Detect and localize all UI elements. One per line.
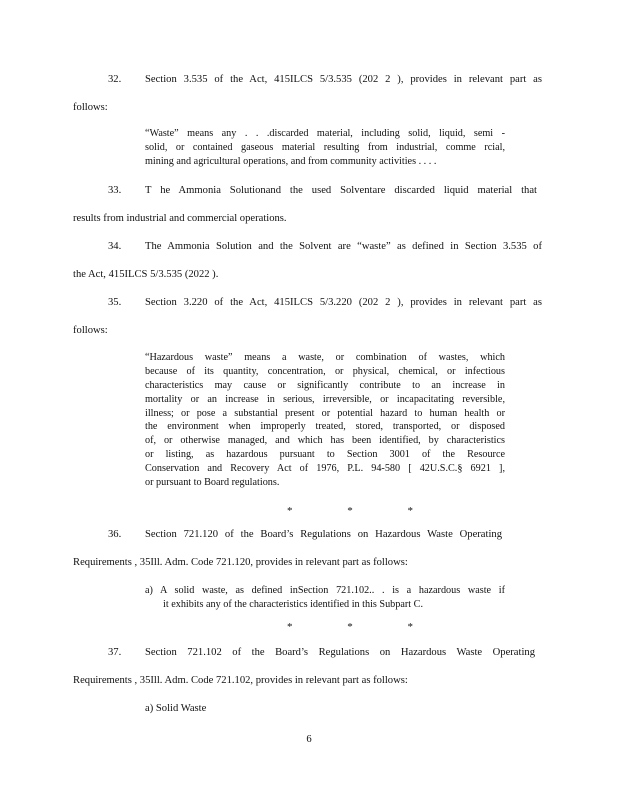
paragraph-number: 33. bbox=[108, 185, 122, 196]
quote-line: solid, or contained gaseous material resulting from industrial, comme rcial, bbox=[145, 141, 505, 153]
paragraph-text: Section 3.535 of the Act, 415ILCS 5/3.535 (202 2 ), provides in relevant part as bbox=[145, 74, 542, 85]
item-line: it exhibits any of the characteristics identified in this Subpart C. bbox=[163, 598, 424, 610]
paragraph-text: Section 3.220 of the Act, 415ILCS 5/3.220 (202 2 ), provides in relevant part as bbox=[145, 297, 542, 308]
block-quote-hazardous-waste bbox=[145, 351, 505, 490]
paragraph-text: The Ammonia Solution and the Solvent are “waste” as defined in Section 3.535 of bbox=[145, 241, 542, 252]
paragraph-text: follows: bbox=[73, 325, 108, 336]
paragraph-number: 37. bbox=[108, 647, 122, 658]
quote-line: illness; or pose a substantial present or potential hazard to human health or bbox=[145, 407, 505, 419]
paragraph-text: Section 721.102 of the Board’s Regulations on Hazardous Waste Operating bbox=[145, 647, 535, 658]
paragraph-number: 34. bbox=[108, 241, 122, 252]
section-break-stars: * * * bbox=[287, 621, 439, 633]
paragraph-number: 36. bbox=[108, 529, 122, 540]
quote-line: characteristics may cause or significantly contribute to an increase in bbox=[145, 379, 505, 391]
paragraph-number: 35. bbox=[108, 297, 122, 308]
quote-line: or pursuant to Board regulations. bbox=[145, 477, 280, 489]
quote-line: “Waste” means any . . .discarded material, including solid, liquid, semi - bbox=[145, 128, 505, 139]
paragraph-text: results from industrial and commercial operations. bbox=[73, 213, 287, 224]
paragraph-number: 32. bbox=[108, 74, 122, 85]
quote-line: or listing, as hazardous pursuant to Section 3001 of the Resource bbox=[145, 449, 505, 461]
quote-line: of, or otherwise managed, and which has been identified, by characteristics bbox=[145, 435, 505, 447]
subsection-item bbox=[145, 584, 505, 612]
quote-line: mining and agricultural operations, and from community activities . . . . bbox=[145, 155, 437, 167]
paragraph-text: follows: bbox=[73, 102, 108, 113]
quote-line: Conservation and Recovery Act of 1976, P.L. 94-580 [ 42U.S.C.§ 6921 ], bbox=[145, 463, 505, 475]
page-number: 6 bbox=[306, 734, 312, 745]
quote-line: because of its quantity, concentration, or physical, chemical, or infectious bbox=[145, 365, 505, 377]
quote-line: “Hazardous waste” means a waste, or combination of wastes, which bbox=[145, 352, 505, 363]
paragraph-text: Section 721.120 of the Board’s Regulations on Hazardous Waste Operating bbox=[145, 529, 502, 540]
quote-line: mortality or an increase in serious, irreversible, or incapacitating reversible, bbox=[145, 393, 505, 405]
quote-line: the environment when improperly treated, stored, transported, or disposed bbox=[145, 421, 505, 433]
block-quote-waste bbox=[145, 127, 505, 169]
subsection-item: a) Solid Waste bbox=[145, 703, 207, 714]
section-break-stars: * * * bbox=[287, 505, 439, 517]
paragraph-text: Requirements , 35Ill. Adm. Code 721.120, provides in relevant part as follows: bbox=[73, 557, 408, 568]
paragraph-text: the Act, 415ILCS 5/3.535 (2022 ). bbox=[73, 269, 219, 280]
paragraph-text: Requirements , 35Ill. Adm. Code 721.102, provides in relevant part as follows: bbox=[73, 675, 408, 686]
paragraph-text: T he Ammonia Solutionand the used Solventare discarded liquid material that bbox=[145, 185, 537, 196]
item-line: a) A solid waste, as defined inSection 721.102.. . is a hazardous waste if bbox=[145, 585, 505, 596]
